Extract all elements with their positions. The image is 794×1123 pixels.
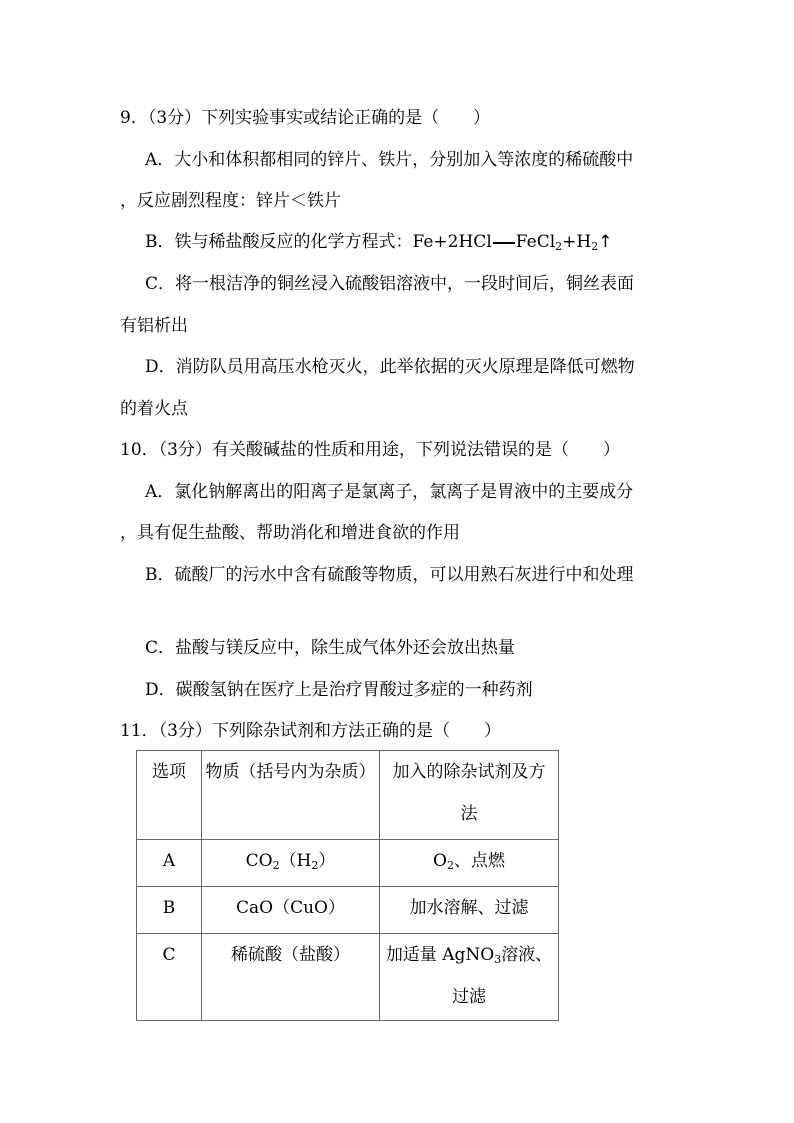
q9-b-eq-part3: +H	[562, 232, 592, 252]
formula-part: 溶液、	[501, 945, 553, 965]
row-b-reagent: 加水溶解、过滤	[380, 887, 559, 934]
q11-options-table	[136, 750, 559, 1021]
header-substance: 物质（括号内为杂质）	[202, 751, 380, 840]
header-reagent-line1: 加入的除杂试剂及方	[392, 762, 546, 782]
table-row	[137, 887, 559, 934]
q9-option-c-line2: 有铝析出	[120, 316, 188, 336]
formula-part: O	[433, 851, 447, 871]
formula-part: 加适量 AgNO	[385, 945, 495, 965]
header-option: 选项	[137, 751, 202, 840]
row-a-reagent	[380, 840, 559, 887]
up-arrow-icon: ↑	[598, 232, 613, 252]
q10-option-b: B．硫酸厂的污水中含有硫酸等物质，可以用熟石灰进行中和处理	[145, 565, 634, 585]
header-reagent-line2: 法	[460, 804, 478, 824]
table-row	[137, 840, 559, 887]
row-a-substance	[202, 840, 380, 887]
q9-option-b-text: B．铁与稀盐酸反应的化学方程式：	[145, 232, 413, 252]
q9-option-d-line2: 的着火点	[120, 399, 188, 419]
q9-b-eq-part2: FeCl	[515, 232, 556, 252]
row-c-reagent	[380, 934, 559, 1021]
subscript: 2	[555, 240, 563, 253]
row-c-substance: 稀硫酸（盐酸）	[202, 934, 380, 1021]
q10-option-a-line1: A．氯化钠解离出的阳离子是氯离子，氯离子是胃液中的主要成分	[145, 482, 634, 502]
q9-option-a-line1: A．大小和体积都相同的锌片、铁片，分别加入等浓度的稀硫酸中	[145, 150, 634, 170]
header-reagent	[380, 751, 559, 840]
formula-part: 、点燃	[453, 851, 505, 871]
formula-part: ）	[318, 851, 336, 871]
q10-option-d: D．碳酸氢钠在医疗上是治疗胃酸过多症的一种药剂	[145, 680, 533, 700]
q11-stem: 11．（3分）下列除杂试剂和方法正确的是（ ）	[120, 721, 501, 741]
row-c-reagent-line2: 过滤	[452, 987, 486, 1007]
q10-option-c: C．盐酸与镁反应中，除生成气体外还会放出热量	[145, 638, 516, 658]
row-b-option: B	[137, 887, 202, 934]
subscript: 2	[311, 859, 319, 872]
q10-option-a-line2: ，具有促生盐酸、帮助消化和增进食欲的作用	[120, 523, 460, 543]
q9-option-d-line1: D．消防队员用高压水枪灭火，此举依据的灭火原理是降低可燃物	[145, 357, 635, 377]
subscript: 2	[272, 859, 280, 872]
q9-option-c-line1: C．将一根洁净的铜丝浸入硫酸铝溶液中，一段时间后，铜丝表面	[145, 274, 635, 294]
subscript: 3	[494, 953, 502, 966]
q9-option-b	[145, 230, 612, 254]
row-b-substance: CaO（CuO）	[202, 887, 380, 934]
table-header-row	[137, 751, 559, 840]
q10-stem: 10．（3分）有关酸碱盐的性质和用途，下列说法错误的是（ ）	[120, 440, 620, 460]
equals-sign	[493, 242, 515, 244]
q9-stem: 9．（3分）下列实验事实或结论正确的是（ ）	[120, 108, 491, 128]
q9-option-a-line2: ，反应剧烈程度：锌片＜铁片	[120, 191, 341, 211]
q9-b-eq-part1: Fe+2HCl	[412, 232, 492, 252]
table-row	[137, 934, 559, 1021]
row-c-option: C	[137, 934, 202, 1021]
row-a-option: A	[137, 840, 202, 887]
formula-part: CO	[245, 851, 273, 871]
subscript: 2	[591, 240, 599, 253]
subscript: 2	[446, 859, 454, 872]
formula-part: （H	[279, 851, 312, 871]
row-c-reagent-line1	[380, 934, 558, 976]
